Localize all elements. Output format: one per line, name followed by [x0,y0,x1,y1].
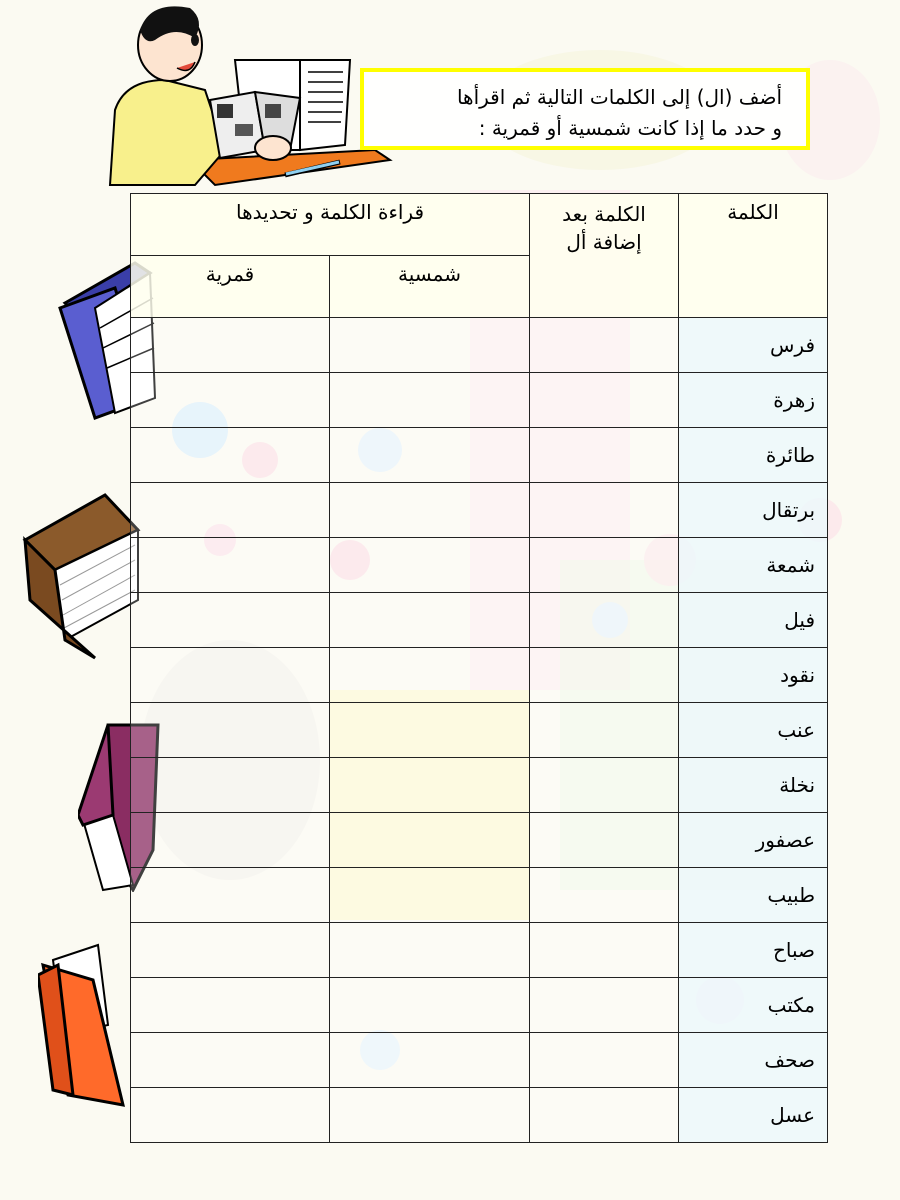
qamariya-answer-cell[interactable] [131,373,330,428]
table-row [131,538,828,593]
shamsiya-answer-cell[interactable] [330,1088,530,1143]
table-row [131,923,828,978]
after-al-answer-cell[interactable] [530,703,679,758]
word-cell: طبيب [679,868,828,923]
word-cell: فيل [679,593,828,648]
qamariya-answer-cell[interactable] [131,483,330,538]
shamsiya-answer-cell[interactable] [330,703,530,758]
after-al-answer-cell[interactable] [530,483,679,538]
table-row [131,868,828,923]
header-after-al-line-1: الكلمة بعد [562,202,646,226]
shamsiya-answer-cell[interactable] [330,978,530,1033]
header-row [131,194,828,256]
qamariya-answer-cell[interactable] [131,1033,330,1088]
word-cell: مكتب [679,978,828,1033]
after-al-answer-cell[interactable] [530,648,679,703]
qamariya-answer-cell[interactable] [131,978,330,1033]
after-al-answer-cell[interactable] [530,318,679,373]
shamsiya-answer-cell[interactable] [330,923,530,978]
word-cell: نقود [679,648,828,703]
qamariya-answer-cell[interactable] [131,1088,330,1143]
after-al-answer-cell[interactable] [530,373,679,428]
instruction-line-2: و حدد ما إذا كانت شمسية أو قمرية : [478,116,782,140]
table-row [131,318,828,373]
table-row [131,1088,828,1143]
table-row [131,428,828,483]
qamariya-answer-cell[interactable] [131,538,330,593]
header-qamariya: قمرية [131,256,330,318]
word-cell: شمعة [679,538,828,593]
word-cell: عصفور [679,813,828,868]
shamsiya-answer-cell[interactable] [330,813,530,868]
table-row [131,373,828,428]
after-al-answer-cell[interactable] [530,758,679,813]
shamsiya-answer-cell[interactable] [330,538,530,593]
qamariya-answer-cell[interactable] [131,428,330,483]
after-al-answer-cell[interactable] [530,1088,679,1143]
instruction-box [360,68,810,150]
shamsiya-answer-cell[interactable] [330,428,530,483]
qamariya-answer-cell[interactable] [131,593,330,648]
shamsiya-answer-cell[interactable] [330,593,530,648]
shamsiya-answer-cell[interactable] [330,373,530,428]
after-al-answer-cell[interactable] [530,868,679,923]
instruction-line-1: أضف (ال) إلى الكلمات التالية ثم اقرأها [456,85,782,109]
shamsiya-answer-cell[interactable] [330,483,530,538]
word-cell: فرس [679,318,828,373]
after-al-answer-cell[interactable] [530,538,679,593]
after-al-answer-cell[interactable] [530,923,679,978]
table-row [131,758,828,813]
header-word: الكلمة [679,194,828,318]
after-al-answer-cell[interactable] [530,978,679,1033]
header-after-al-line-2: إضافة أل [566,230,642,254]
table-row [131,703,828,758]
word-cell: صحف [679,1033,828,1088]
after-al-answer-cell[interactable] [530,593,679,648]
orange-book-icon [38,935,128,1110]
worksheet-table [130,193,828,1143]
word-cell: عنب [679,703,828,758]
header-reading: قراءة الكلمة و تحديدها [131,194,530,256]
word-cell: صباح [679,923,828,978]
shamsiya-answer-cell[interactable] [330,1033,530,1088]
qamariya-answer-cell[interactable] [131,318,330,373]
table-row [131,648,828,703]
qamariya-answer-cell[interactable] [131,758,330,813]
qamariya-answer-cell[interactable] [131,648,330,703]
qamariya-answer-cell[interactable] [131,868,330,923]
word-cell: نخلة [679,758,828,813]
boy-reading-illustration [95,0,395,195]
table-row [131,1033,828,1088]
shamsiya-answer-cell[interactable] [330,868,530,923]
brown-book-icon [20,490,142,662]
table-row [131,978,828,1033]
shamsiya-answer-cell[interactable] [330,318,530,373]
word-cell: عسل [679,1088,828,1143]
qamariya-answer-cell[interactable] [131,703,330,758]
shamsiya-answer-cell[interactable] [330,758,530,813]
header-word-after-al [530,194,679,318]
qamariya-answer-cell[interactable] [131,813,330,868]
table-row [131,813,828,868]
table-body [131,318,828,1143]
table-row [131,593,828,648]
header-shamsiya: شمسية [330,256,530,318]
table-row [131,483,828,538]
after-al-answer-cell[interactable] [530,428,679,483]
shamsiya-answer-cell[interactable] [330,648,530,703]
word-cell: برتقال [679,483,828,538]
word-cell: طائرة [679,428,828,483]
after-al-answer-cell[interactable] [530,813,679,868]
word-cell: زهرة [679,373,828,428]
after-al-answer-cell[interactable] [530,1033,679,1088]
qamariya-answer-cell[interactable] [131,923,330,978]
